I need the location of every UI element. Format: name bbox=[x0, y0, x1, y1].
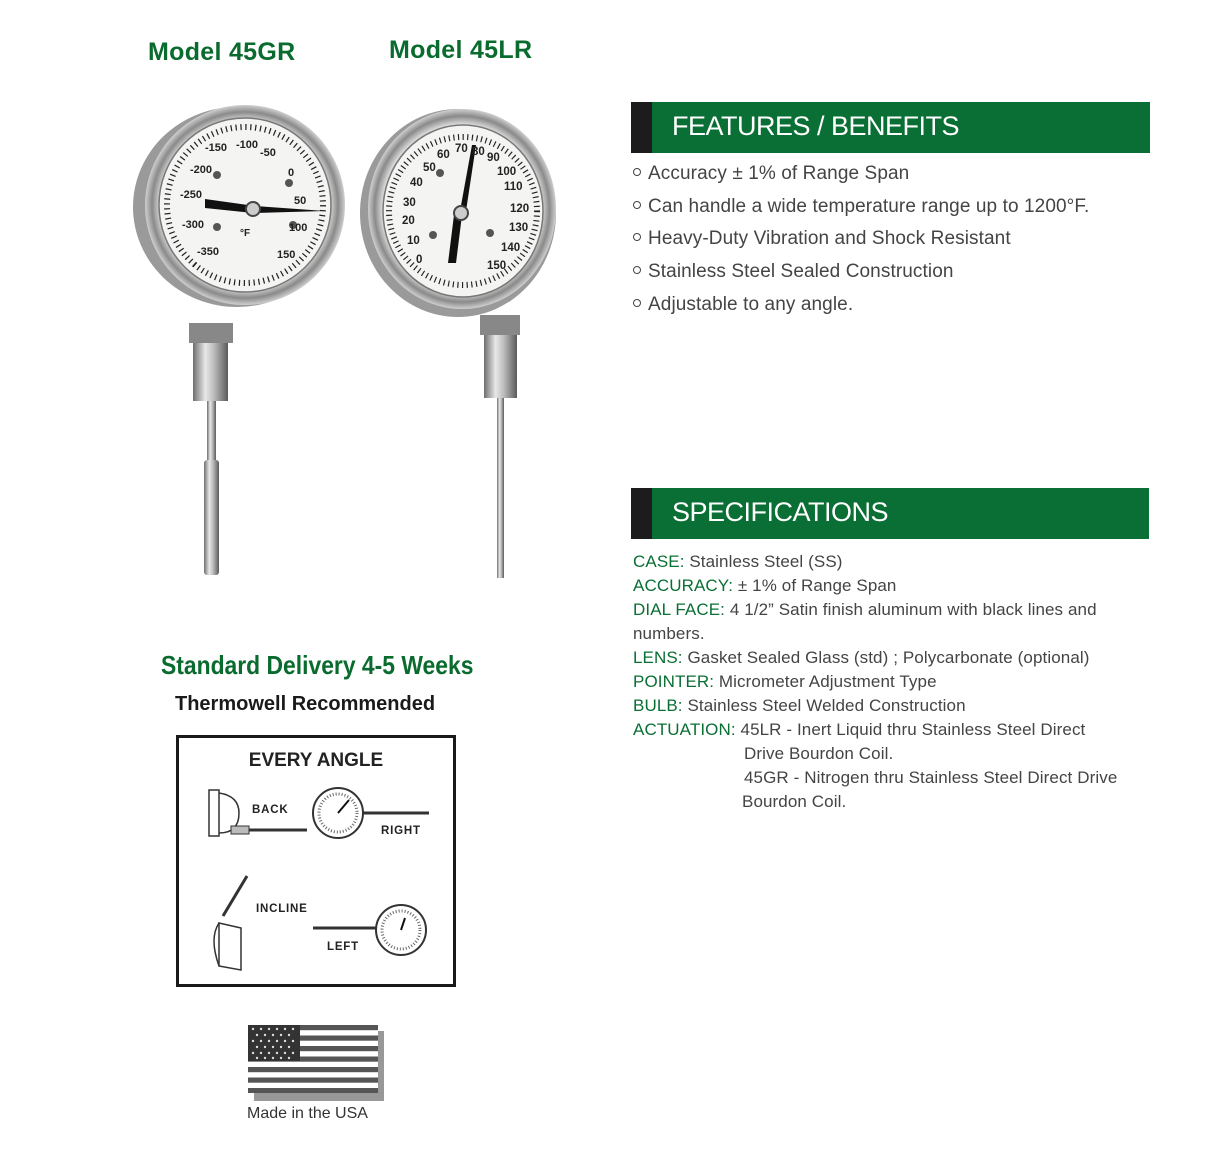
dial-label: 50 bbox=[423, 162, 436, 174]
dial-label: 70 bbox=[455, 143, 468, 155]
dial-label: 150 bbox=[277, 249, 296, 261]
feature-item bbox=[633, 228, 1011, 250]
spec-label: LENS: bbox=[633, 648, 683, 667]
delivery-heading: Standard Delivery 4-5 Weeks bbox=[161, 650, 474, 680]
spec-label: ACCURACY: bbox=[633, 576, 734, 595]
specifications-heading: SPECIFICATIONS bbox=[672, 497, 889, 527]
dial-label: 120 bbox=[510, 203, 530, 215]
angle-illustrations bbox=[179, 738, 453, 984]
dial-label: 140 bbox=[501, 242, 521, 254]
dial-label: 150 bbox=[487, 260, 507, 272]
spec-lens bbox=[633, 648, 1090, 668]
dial-label: -250 bbox=[180, 189, 203, 201]
spec-dial-face-cont: numbers. bbox=[633, 624, 705, 643]
dial-label: 10 bbox=[407, 235, 420, 247]
spec-bulb bbox=[633, 696, 966, 716]
back-label: BACK bbox=[252, 804, 289, 816]
dial-label: -350 bbox=[197, 246, 220, 258]
spec-value: Stainless Steel (SS) bbox=[684, 552, 843, 571]
spec-accuracy bbox=[633, 576, 897, 596]
bullet-icon bbox=[633, 266, 641, 274]
spec-label: CASE: bbox=[633, 552, 685, 571]
spec-actuation-cont: Bourdon Coil. bbox=[742, 792, 847, 811]
feature-item bbox=[633, 163, 909, 185]
dial-label: 20 bbox=[402, 215, 415, 227]
bullet-icon bbox=[633, 233, 641, 241]
spec-dial-face bbox=[633, 600, 1097, 620]
dial-label: 110 bbox=[504, 181, 523, 193]
usa-flag-icon bbox=[248, 1025, 394, 1105]
dial-label: -100 bbox=[236, 139, 259, 151]
dial-label: -50 bbox=[260, 147, 276, 159]
right-label: RIGHT bbox=[381, 825, 421, 837]
spec-actuation-cont: 45GR - Nitrogen thru Stainless Steel Direct Drive bbox=[744, 768, 1118, 787]
spec-value: 45LR - Inert Liquid thru Stainless Steel Direct bbox=[735, 720, 1086, 739]
thermowell-note: Thermowell Recommended bbox=[175, 693, 436, 715]
gauge-45gr-image bbox=[125, 95, 355, 585]
spec-label: ACTUATION: bbox=[633, 720, 736, 739]
dial-label: -200 bbox=[190, 164, 213, 176]
dial-label: 100 bbox=[497, 166, 517, 178]
dial-label: -150 bbox=[205, 142, 228, 154]
feature-text: Heavy-Duty Vibration and Shock Resistant bbox=[648, 228, 1011, 249]
spec-label: BULB: bbox=[633, 696, 683, 715]
feature-text: Accuracy ± 1% of Range Span bbox=[648, 163, 910, 184]
spec-case bbox=[633, 552, 843, 572]
spec-value: Stainless Steel Welded Construction bbox=[682, 696, 966, 715]
incline-label: INCLINE bbox=[256, 903, 308, 915]
dial-label: 30 bbox=[403, 197, 416, 209]
dial-label: -300 bbox=[182, 219, 205, 231]
bullet-icon bbox=[633, 201, 641, 209]
spec-label: DIAL FACE: bbox=[633, 600, 726, 619]
feature-text: Adjustable to any angle. bbox=[648, 294, 854, 315]
dial-label: 60 bbox=[437, 149, 450, 161]
feature-item bbox=[633, 261, 954, 283]
dial-label: 0 bbox=[288, 167, 295, 179]
spec-pointer bbox=[633, 672, 937, 692]
header-accent bbox=[631, 102, 652, 153]
bullet-icon bbox=[633, 168, 641, 176]
feature-text: Can handle a wide temperature range up to 1200°F. bbox=[648, 196, 1090, 217]
specifications-header bbox=[631, 488, 1149, 539]
dial-label: 90 bbox=[487, 152, 500, 164]
features-header bbox=[631, 102, 1150, 153]
spec-value: Micrometer Adjustment Type bbox=[714, 672, 937, 691]
dial-label: 80 bbox=[472, 146, 485, 158]
spec-value: 4 1/2” Satin finish aluminum with black lines and bbox=[725, 600, 1097, 619]
spec-label: POINTER: bbox=[633, 672, 715, 691]
dial-label: 50 bbox=[294, 195, 307, 207]
dial-label: 40 bbox=[410, 177, 423, 189]
model-45lr-title: Model 45LR bbox=[389, 36, 533, 64]
spec-actuation bbox=[633, 720, 1085, 740]
gauge-45lr-image bbox=[358, 103, 558, 583]
dial-label: 130 bbox=[509, 222, 529, 234]
spec-actuation-cont: Drive Bourdon Coil. bbox=[744, 744, 894, 763]
every-angle-box bbox=[176, 735, 456, 987]
dial-unit: °F bbox=[240, 228, 251, 239]
dial-label: 100 bbox=[289, 222, 308, 234]
features-heading: FEATURES / BENEFITS bbox=[672, 111, 960, 141]
made-in-usa-caption: Made in the USA bbox=[247, 1105, 368, 1122]
feature-text: Stainless Steel Sealed Construction bbox=[648, 261, 954, 282]
bullet-icon bbox=[633, 299, 641, 307]
header-accent bbox=[631, 488, 652, 539]
model-45gr-title: Model 45GR bbox=[148, 38, 296, 66]
spec-value: Gasket Sealed Glass (std) ; Polycarbonate (optional) bbox=[682, 648, 1090, 667]
spec-value: ± 1% of Range Span bbox=[733, 576, 897, 595]
left-label: LEFT bbox=[327, 941, 359, 953]
every-angle-heading: EVERY ANGLE bbox=[248, 750, 384, 771]
feature-item bbox=[633, 196, 1089, 218]
dial-label: 0 bbox=[416, 254, 423, 266]
feature-item bbox=[633, 294, 853, 316]
